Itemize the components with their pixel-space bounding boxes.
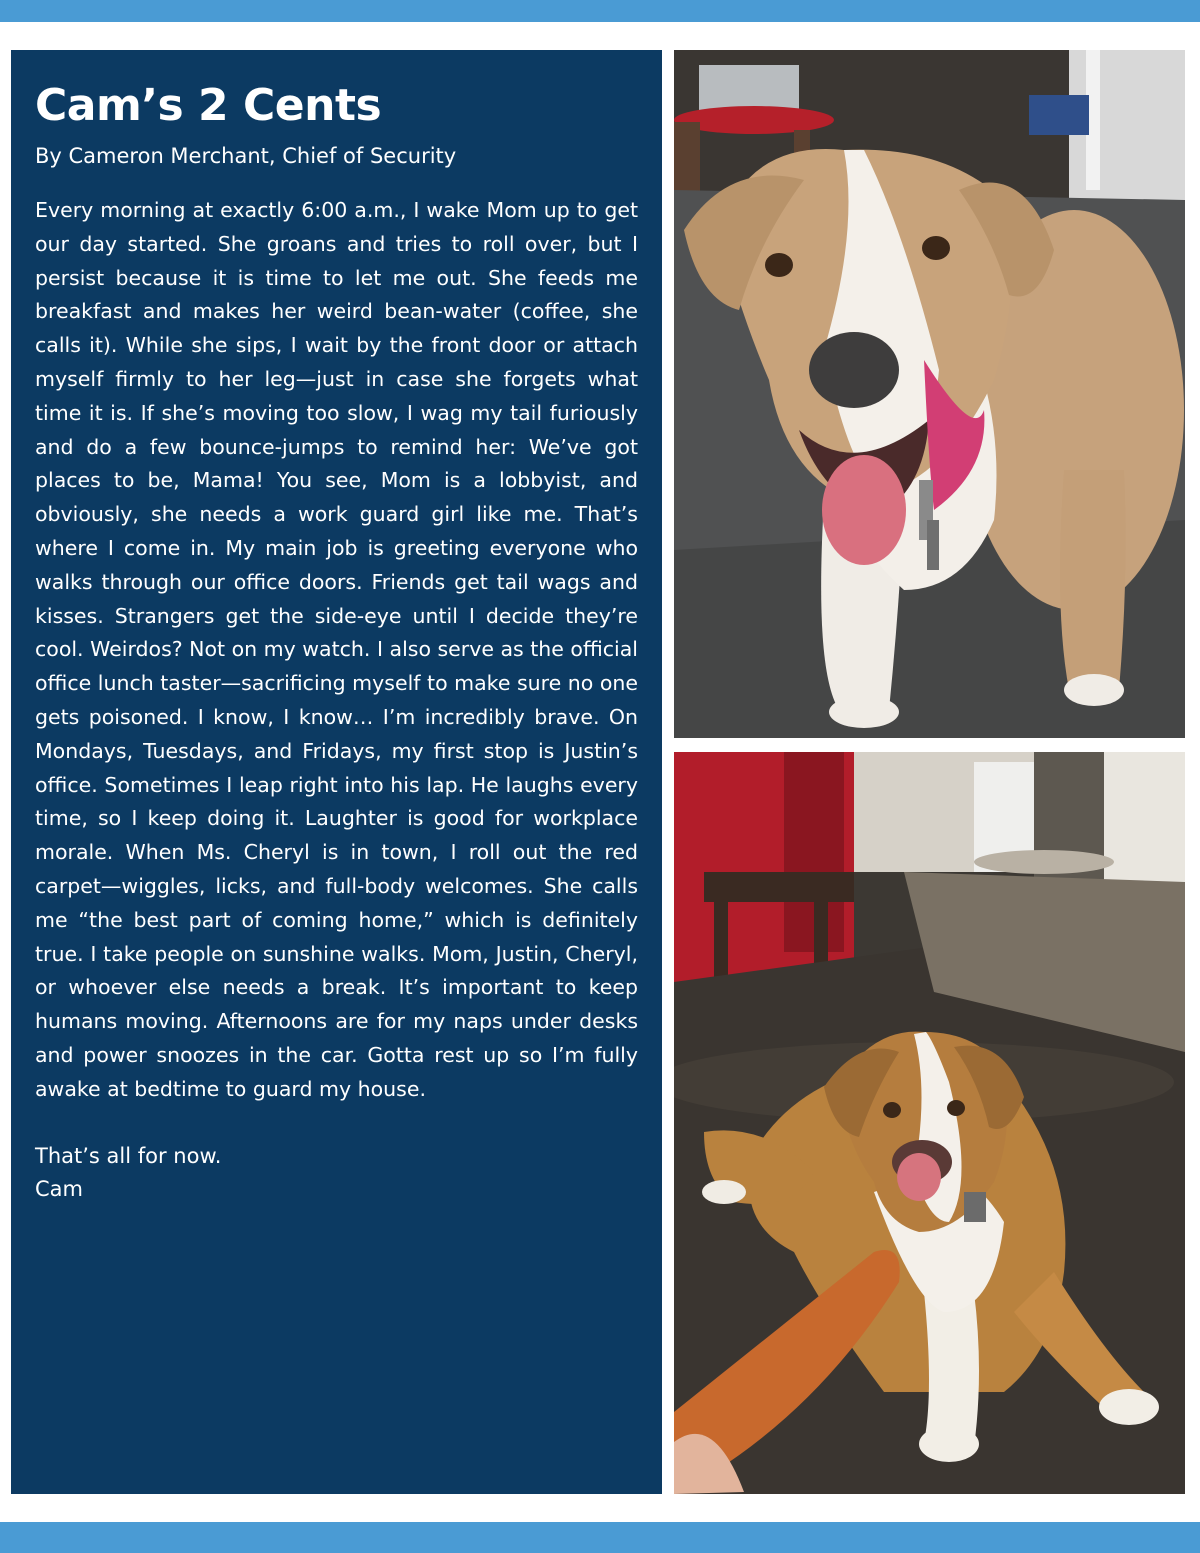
article-signoff (35, 1140, 638, 1208)
article-body: Every morning at exactly 6:00 a.m., I wake Mom up to get our day started. She groans and tries to roll over, but I persist because it is time to let me out. She feeds me breakfast and makes her weird bean-water (coffee, she calls it). While she sips, I wait by the front door or attach myself firmly to her leg—just in case she forgets what time it is. If she’s moving too slow, I wag my tail furiously and do a few bounce-jumps to remind her: We’ve got places to be, Mama! You see, Mom is a lobbyist, and obviously, she needs a work guard girl like me. That’s where I come in. My main job is greeting everyone who walks through our office doors. Friends get tail wags and kisses. Strangers get the side-eye until I decide they’re cool. Weirdos? Not on my watch. I also serve as the official office lunch taster—sacrificing myself to make sure no one gets poisoned. I know, I know… I’m incredibly brave. On Mondays, Tuesdays, and Fridays, my first stop is Justin’s office. Sometimes I leap right into his lap. He laughs every time, so I keep doing it. Laughter is good for workplace morale. When Ms. Cheryl is in town, I roll out the red carpet—wiggles, licks, and full-body welcomes. She calls me “the best part of coming home,” which is definitely true. I take people on sunshine walks. Mom, Justin, Cheryl, or whoever else needs a break. It’s important to keep humans moving. Afternoons are for my naps under desks and power snoozes in the car. Gotta rest up so I’m fully awake at bedtime to guard my house. (35, 198, 638, 1101)
article-panel (11, 50, 662, 1494)
article-title: Cam’s 2 Cents (35, 80, 382, 131)
article-byline: By Cameron Merchant, Chief of Security (35, 144, 457, 168)
top-accent-bar (0, 0, 1200, 22)
signoff-line-1: That’s all for now. (35, 1143, 222, 1168)
dog-lying-photo (674, 752, 1185, 1494)
bottom-accent-bar (0, 1522, 1200, 1553)
signoff-name: Cam (35, 1177, 83, 1202)
dog-standing-photo (674, 50, 1185, 738)
